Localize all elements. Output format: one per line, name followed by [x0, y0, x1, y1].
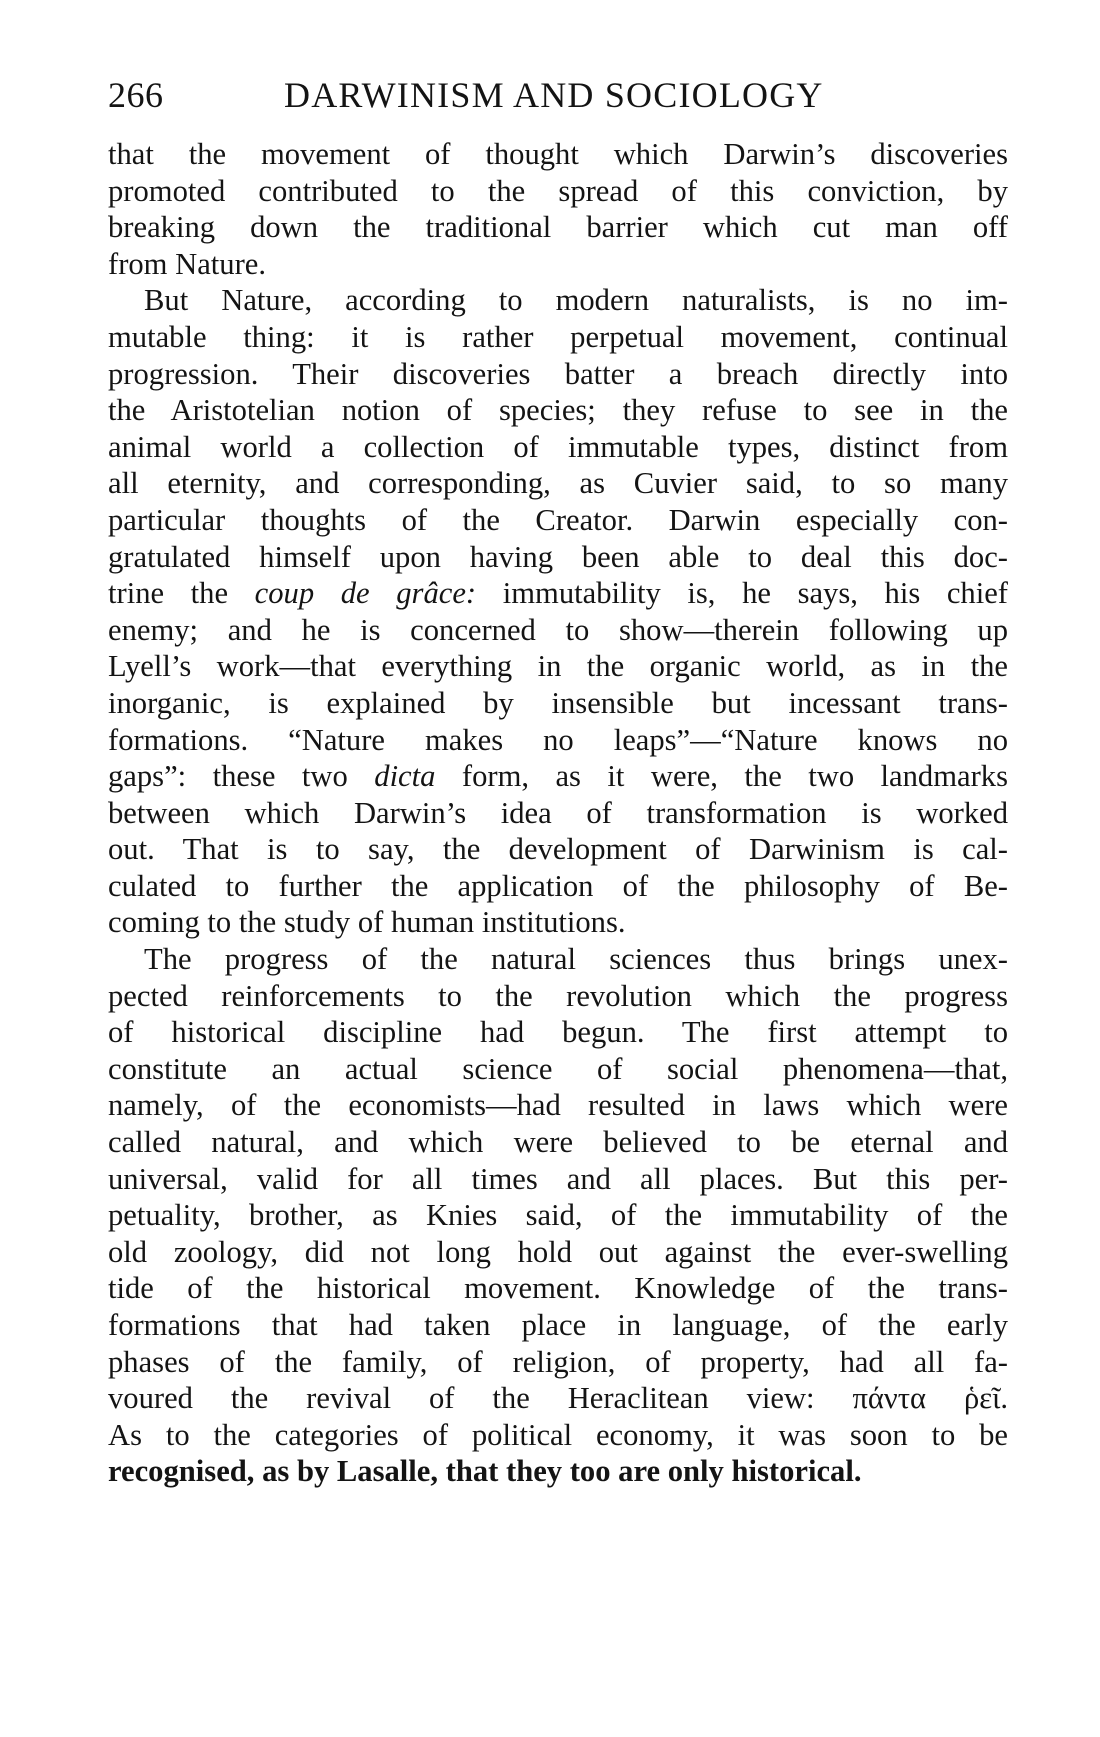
text-line: promoted contributed to the spread of this conviction, by [108, 173, 1008, 208]
text-line: all eternity, and corresponding, as Cuvier said, to so many [108, 466, 1008, 501]
text-line: old zoology, did not long hold out against the ever-swelling [108, 1234, 1008, 1269]
text-line: out. That is to say, the development of Darwinism is cal- [108, 832, 1008, 867]
paragraph-1 [108, 136, 1008, 282]
text-line: the Aristotelian notion of species; they refuse to see in the [108, 393, 1008, 428]
text-line: petuality, brother, as Knies said, of the immutability of the [108, 1198, 1008, 1233]
body-text [108, 136, 1008, 1490]
text-line: namely, of the economists—had resulted in laws which were [108, 1088, 1008, 1123]
text-line: formations. “Nature makes no leaps”—“Nature knows no [108, 722, 1008, 757]
text-line: constitute an actual science of social phenomena—that, [108, 1051, 1008, 1086]
text-line: gratulated himself upon having been able to deal this doc- [108, 539, 1008, 574]
page-number: 266 [108, 75, 164, 115]
text-line [108, 758, 1008, 795]
text-line: breaking down the traditional barrier which cut man off [108, 210, 1008, 245]
text-line: called natural, and which were believed to be eternal and [108, 1125, 1008, 1160]
running-title: DARWINISM AND SOCIOLOGY [284, 75, 824, 115]
text-line: progression. Their discoveries batter a breach directly into [108, 356, 1008, 391]
text-line: mutable thing: it is rather perpetual movement, continual [108, 319, 1008, 354]
text-line: culated to further the application of the philosophy of Be- [108, 868, 1008, 903]
text-line: pected reinforcements to the revolution which the progress [108, 978, 1008, 1013]
text-run: gaps”: these two [108, 759, 375, 794]
text-line: animal world a collection of immutable types, distinct from [108, 429, 1008, 464]
book-page [108, 70, 1008, 1490]
running-head [108, 70, 1008, 120]
italic-phrase: dicta [374, 759, 436, 794]
text-line: The progress of the natural sciences thus brings unex- [144, 942, 1008, 977]
text-line: coming to the study of human institutions. [108, 905, 626, 940]
text-line: formations that had taken place in language, of the early [108, 1308, 1008, 1342]
text-line: from Nature. [108, 246, 267, 281]
text-line: inorganic, is explained by insensible but incessant trans- [108, 685, 1008, 720]
text-run: trine the [108, 576, 255, 611]
text-line: But Nature, according to modern naturalists, is no im- [144, 283, 1008, 318]
text-line: particular thoughts of the Creator. Darwin especially con- [108, 502, 1008, 537]
text-line: voured the revival of the Heraclitean view: πάντα ῥεῖ. [108, 1381, 1008, 1416]
italic-phrase: coup de grâce: [254, 576, 477, 611]
text-line: between which Darwin’s idea of transformation is worked [108, 795, 1008, 830]
text-line [108, 575, 1008, 612]
paragraph-2 [108, 282, 1008, 941]
text-line: tide of the historical movement. Knowledge of the trans- [108, 1271, 1008, 1306]
paragraph-3 [108, 941, 1008, 1490]
text-line: phases of the family, of religion, of property, had all fa- [108, 1344, 1008, 1379]
text-line: recognised, as by Lasalle, that they too are only historical. [108, 1454, 862, 1489]
text-line: enemy; and he is concerned to show—therein following up [108, 612, 1008, 647]
text-line: that the movement of thought which Darwin’s discoveries [108, 137, 1008, 171]
text-line: As to the categories of political economy, it was soon to be [108, 1417, 1008, 1452]
text-line: of historical discipline had begun. The first attempt to [108, 1015, 1008, 1050]
text-run: form, as it were, the two landmarks [435, 759, 1008, 794]
text-run: immutability is, he says, his chief [476, 576, 1008, 611]
text-line: universal, valid for all times and all places. But this per- [108, 1161, 1008, 1196]
text-line: Lyell’s work—that everything in the organic world, as in the [108, 649, 1008, 684]
